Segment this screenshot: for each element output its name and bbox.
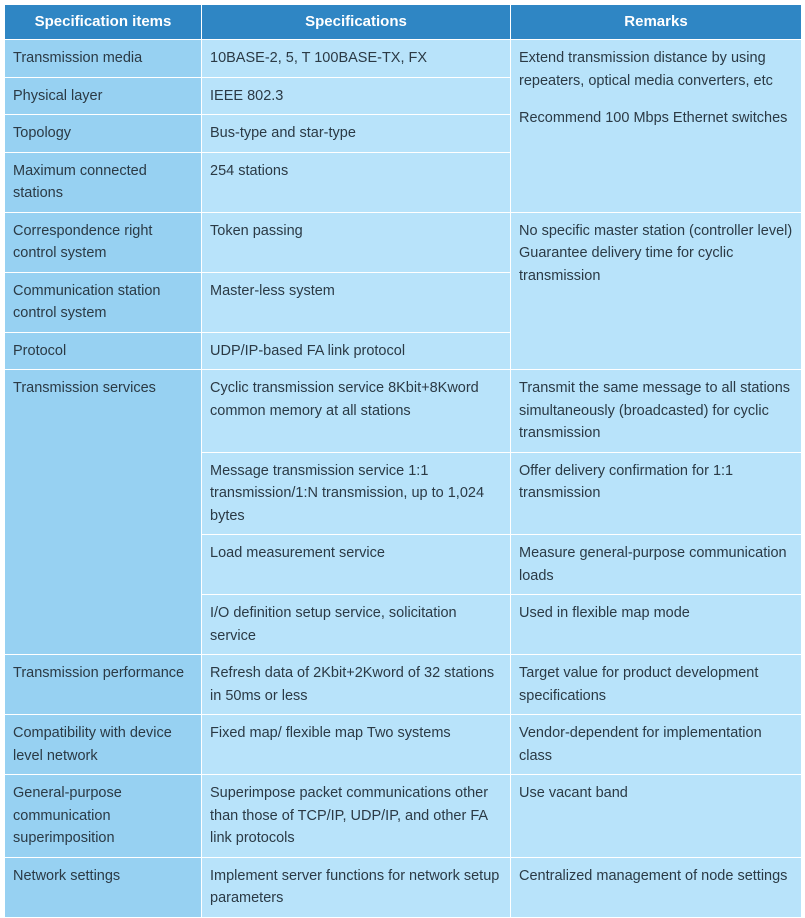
spec-value: IEEE 802.3 xyxy=(202,77,511,115)
spec-item: Protocol xyxy=(5,332,202,370)
remarks-merged-group-a xyxy=(511,40,802,213)
header-row xyxy=(5,5,802,40)
spec-item: Transmission performance xyxy=(5,655,202,715)
spec-value: Fixed map/ flexible map Two systems xyxy=(202,715,511,775)
spec-value: Superimpose packet communications other than those of TCP/IP, UDP/IP, and other FA link protocols xyxy=(202,775,511,858)
header-specification-items: Specification items xyxy=(5,5,202,40)
table-row xyxy=(5,857,802,917)
remarks-merged-group-b xyxy=(511,212,802,370)
spec-item: Maximum connected stations xyxy=(5,152,202,212)
spec-value: 254 stations xyxy=(202,152,511,212)
spec-value: I/O definition setup service, solicitation service xyxy=(202,595,511,655)
spec-item: Correspondence right control system xyxy=(5,212,202,272)
remark-text: No specific master station (controller level) xyxy=(519,222,793,239)
spec-value: Cyclic transmission service 8Kbit+8Kword common memory at all stations xyxy=(202,370,511,453)
spec-item: Communication station control system xyxy=(5,272,202,332)
remark-text: Vendor-dependent for implementation class xyxy=(511,715,802,775)
spec-value: Message transmission service 1:1 transmission/1:N transmission, up to 1,024 bytes xyxy=(202,452,511,535)
remark-text: Centralized management of node settings xyxy=(511,857,802,917)
spec-value: Master-less system xyxy=(202,272,511,332)
table-row xyxy=(5,715,802,775)
remark-text: Used in flexible map mode xyxy=(511,595,802,655)
specification-table xyxy=(4,4,802,918)
spec-item: Transmission media xyxy=(5,40,202,78)
spec-item: Topology xyxy=(5,115,202,153)
remark-text: Use vacant band xyxy=(511,775,802,858)
spec-value: Implement server functions for network setup parameters xyxy=(202,857,511,917)
remark-text: Offer delivery confirmation for 1:1 transmission xyxy=(511,452,802,535)
spec-value: Token passing xyxy=(202,212,511,272)
table-row xyxy=(5,40,802,78)
remark-text: Measure general-purpose communication loads xyxy=(511,535,802,595)
spec-value: Load measurement service xyxy=(202,535,511,595)
table-row xyxy=(5,655,802,715)
spec-value: Bus-type and star-type xyxy=(202,115,511,153)
spec-item: Network settings xyxy=(5,857,202,917)
remark-text: Transmit the same message to all stations simultaneously (broadcasted) for cyclic transmission xyxy=(511,370,802,453)
table-row xyxy=(5,212,802,272)
header-remarks: Remarks xyxy=(511,5,802,40)
remark-text: Extend transmission distance by using repeaters, optical media converters, etc xyxy=(519,50,773,89)
table-row xyxy=(5,775,802,858)
table-row xyxy=(5,370,802,453)
spec-item: Compatibility with device level network xyxy=(5,715,202,775)
spec-value: 10BASE-2, 5, T 100BASE-TX, FX xyxy=(202,40,511,78)
spec-item: Physical layer xyxy=(5,77,202,115)
header-specifications: Specifications xyxy=(202,5,511,40)
remark-text: Target value for product development specifications xyxy=(511,655,802,715)
spec-value: UDP/IP-based FA link protocol xyxy=(202,332,511,370)
spec-item: Transmission services xyxy=(5,370,202,655)
spec-value: Refresh data of 2Kbit+2Kword of 32 stations in 50ms or less xyxy=(202,655,511,715)
spec-item: General-purpose communication superimposition xyxy=(5,775,202,858)
remark-text: Guarantee delivery time for cyclic transmission xyxy=(519,245,734,284)
remark-text: Recommend 100 Mbps Ethernet switches xyxy=(519,110,788,126)
